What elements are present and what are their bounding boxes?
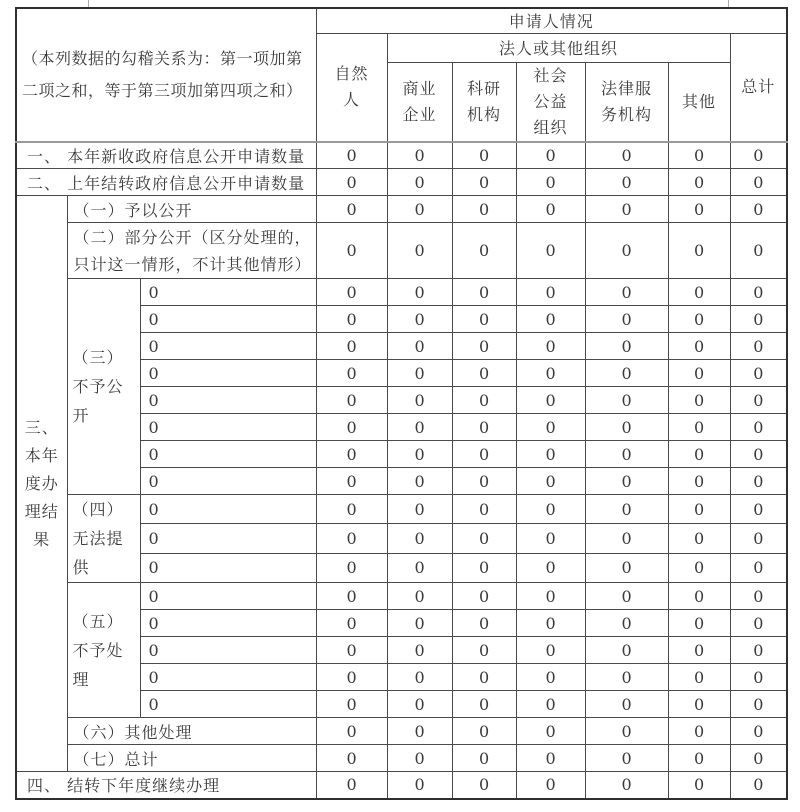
data-cell: 0 — [387, 637, 452, 664]
table-row — [16, 745, 787, 772]
data-cell: 0 — [585, 468, 668, 495]
col-header-label: 其他 — [682, 91, 717, 111]
table-row — [16, 279, 787, 306]
data-cell: 0 — [516, 360, 585, 387]
sub-row-label: 0 — [140, 306, 316, 333]
data-cell: 0 — [316, 691, 387, 718]
data-cell: 0 — [452, 223, 516, 279]
col-header-research — [452, 62, 516, 142]
data-cell: 0 — [387, 169, 452, 196]
data-cell: 0 — [668, 468, 730, 495]
data-cell: 0 — [668, 745, 730, 772]
section-label-text: 三、本年度办理结果 — [24, 417, 59, 549]
data-cell: 0 — [316, 360, 387, 387]
data-cell: 0 — [668, 223, 730, 279]
data-cell: 0 — [516, 745, 585, 772]
data-cell: 0 — [730, 223, 787, 279]
data-cell: 0 — [668, 360, 730, 387]
col-header-label: 总计 — [741, 77, 776, 96]
data-cell: 0 — [730, 306, 787, 333]
data-cell: 0 — [585, 583, 668, 610]
data-cell: 0 — [668, 306, 730, 333]
data-cell: 0 — [668, 495, 730, 524]
table-row — [16, 772, 787, 799]
data-cell: 0 — [730, 196, 787, 223]
data-cell: 0 — [316, 524, 387, 553]
data-cell: 0 — [585, 360, 668, 387]
data-cell: 0 — [452, 718, 516, 745]
data-cell: 0 — [516, 610, 585, 637]
data-cell: 0 — [387, 196, 452, 223]
data-cell: 0 — [387, 772, 452, 799]
data-cell: 0 — [585, 414, 668, 441]
data-cell: 0 — [452, 333, 516, 360]
data-cell: 0 — [516, 223, 585, 279]
data-cell: 0 — [316, 664, 387, 691]
sub-row-label: 0 — [140, 441, 316, 468]
section-label-annual-result — [16, 196, 67, 772]
col-header-commercial — [387, 62, 452, 142]
data-cell: 0 — [585, 306, 668, 333]
data-cell: 0 — [516, 333, 585, 360]
data-cell: 0 — [516, 169, 585, 196]
data-cell: 0 — [387, 414, 452, 441]
data-cell: 0 — [387, 583, 452, 610]
data-cell: 0 — [668, 637, 730, 664]
data-cell: 0 — [452, 360, 516, 387]
data-cell: 0 — [516, 468, 585, 495]
data-cell: 0 — [730, 279, 787, 306]
row-label: 二、 上年结转政府信息公开申请数量 — [16, 169, 316, 196]
data-cell: 0 — [668, 524, 730, 553]
data-cell: 0 — [730, 169, 787, 196]
data-cell: 0 — [316, 196, 387, 223]
data-cell: 0 — [585, 772, 668, 799]
data-cell: 0 — [316, 142, 387, 169]
data-cell: 0 — [585, 718, 668, 745]
sub-row-label: 0 — [140, 610, 316, 637]
sub-row-label: 0 — [140, 583, 316, 610]
data-cell: 0 — [452, 772, 516, 799]
data-cell: 0 — [730, 387, 787, 414]
data-cell: 0 — [668, 441, 730, 468]
data-cell: 0 — [585, 495, 668, 524]
sub-row-label: 0 — [140, 664, 316, 691]
col-header-label: 科研机构 — [467, 78, 502, 124]
data-cell: 0 — [668, 718, 730, 745]
data-cell: 0 — [516, 495, 585, 524]
header-row-1 — [16, 8, 787, 33]
section-label-unable-to-provide — [67, 495, 140, 583]
sub-row-label: 0 — [140, 333, 316, 360]
table-row — [16, 583, 787, 610]
data-cell: 0 — [387, 223, 452, 279]
data-cell: 0 — [316, 223, 387, 279]
data-cell: 0 — [585, 279, 668, 306]
col-header-label: 社会公益组织 — [533, 65, 568, 137]
data-cell: 0 — [387, 610, 452, 637]
data-cell: 0 — [730, 583, 787, 610]
data-cell: 0 — [316, 414, 387, 441]
data-cell: 0 — [387, 718, 452, 745]
sub-row-label: 0 — [140, 691, 316, 718]
data-cell: 0 — [668, 196, 730, 223]
data-cell: 0 — [316, 306, 387, 333]
sub-row-label: 0 — [140, 495, 316, 524]
row-label: 四、 结转下年度继续办理 — [16, 772, 316, 799]
data-cell: 0 — [516, 524, 585, 553]
data-cell: 0 — [316, 772, 387, 799]
data-cell: 0 — [668, 772, 730, 799]
table-note: （本列数据的勾稽关系为：第一项加第二项之和，等于第三项加第四项之和） — [16, 8, 316, 142]
data-cell: 0 — [668, 414, 730, 441]
row-label: （二）部分公开（区分处理的，只计这一情形，不计其他情形） — [67, 223, 316, 279]
section-label-not-processed — [67, 583, 140, 718]
data-cell: 0 — [668, 583, 730, 610]
data-cell: 0 — [452, 414, 516, 441]
sub-row-label: 0 — [140, 414, 316, 441]
data-cell: 0 — [516, 414, 585, 441]
sub-row-label: 0 — [140, 360, 316, 387]
col-header-total — [730, 33, 787, 142]
data-cell: 0 — [668, 691, 730, 718]
data-cell: 0 — [730, 691, 787, 718]
data-cell: 0 — [316, 610, 387, 637]
data-cell: 0 — [387, 664, 452, 691]
data-cell: 0 — [452, 142, 516, 169]
data-cell: 0 — [516, 637, 585, 664]
section-label-not-disclosed — [67, 279, 140, 495]
section-label-text: （五）不予处理 — [72, 611, 124, 689]
col-header-label: 商业企业 — [402, 78, 437, 124]
data-cell: 0 — [452, 196, 516, 223]
data-cell: 0 — [585, 610, 668, 637]
data-cell: 0 — [452, 495, 516, 524]
data-cell: 0 — [316, 441, 387, 468]
data-cell: 0 — [316, 637, 387, 664]
section-label-text: （三）不予公开 — [72, 348, 124, 425]
col-group-legal-org: 法人或其他组织 — [387, 33, 730, 62]
data-cell: 0 — [387, 468, 452, 495]
data-cell: 0 — [316, 169, 387, 196]
data-cell: 0 — [730, 637, 787, 664]
data-cell: 0 — [387, 142, 452, 169]
col-header-legal-service — [585, 62, 668, 142]
disclosure-applications-table — [15, 7, 788, 800]
data-cell: 0 — [387, 441, 452, 468]
data-cell: 0 — [452, 279, 516, 306]
data-cell: 0 — [730, 142, 787, 169]
data-cell: 0 — [730, 441, 787, 468]
data-cell: 0 — [585, 196, 668, 223]
data-cell: 0 — [730, 524, 787, 553]
data-cell: 0 — [387, 524, 452, 553]
data-cell: 0 — [668, 279, 730, 306]
table-row — [16, 169, 787, 196]
data-cell: 0 — [452, 524, 516, 553]
data-cell: 0 — [585, 387, 668, 414]
data-cell: 0 — [387, 306, 452, 333]
data-cell: 0 — [730, 745, 787, 772]
data-cell: 0 — [452, 691, 516, 718]
data-cell: 0 — [668, 553, 730, 582]
data-cell: 0 — [316, 495, 387, 524]
data-cell: 0 — [387, 387, 452, 414]
data-cell: 0 — [452, 169, 516, 196]
col-header-other — [668, 62, 730, 142]
data-cell: 0 — [316, 333, 387, 360]
data-cell: 0 — [668, 664, 730, 691]
table-row — [16, 196, 787, 223]
data-cell: 0 — [516, 718, 585, 745]
data-cell: 0 — [516, 279, 585, 306]
data-cell: 0 — [668, 387, 730, 414]
data-cell: 0 — [316, 387, 387, 414]
data-cell: 0 — [730, 360, 787, 387]
data-cell: 0 — [387, 553, 452, 582]
col-header-label: 法律服务机构 — [601, 78, 653, 124]
data-cell: 0 — [387, 691, 452, 718]
row-label: （六）其他处理 — [67, 718, 316, 745]
data-cell: 0 — [516, 142, 585, 169]
data-cell: 0 — [387, 745, 452, 772]
sub-row-label: 0 — [140, 387, 316, 414]
data-cell: 0 — [730, 495, 787, 524]
table-row — [16, 495, 787, 524]
data-cell: 0 — [316, 718, 387, 745]
data-cell: 0 — [585, 441, 668, 468]
data-cell: 0 — [730, 468, 787, 495]
sub-row-label: 0 — [140, 524, 316, 553]
data-cell: 0 — [516, 387, 585, 414]
data-cell: 0 — [730, 772, 787, 799]
data-cell: 0 — [585, 142, 668, 169]
col-group-applicant: 申请人情况 — [316, 8, 787, 33]
data-cell: 0 — [730, 664, 787, 691]
table-row — [16, 142, 787, 169]
table-row — [16, 223, 787, 279]
sub-row-label: 0 — [140, 637, 316, 664]
data-cell: 0 — [668, 610, 730, 637]
data-cell: 0 — [730, 333, 787, 360]
sub-row-label: 0 — [140, 468, 316, 495]
data-cell: 0 — [516, 553, 585, 582]
data-cell: 0 — [516, 196, 585, 223]
data-cell: 0 — [452, 664, 516, 691]
data-cell: 0 — [585, 637, 668, 664]
data-cell: 0 — [387, 495, 452, 524]
col-header-natural-person — [316, 33, 387, 142]
sub-row-label: 0 — [140, 279, 316, 306]
data-cell: 0 — [316, 583, 387, 610]
data-cell: 0 — [452, 306, 516, 333]
row-label: 一、 本年新收政府信息公开申请数量 — [16, 142, 316, 169]
data-cell: 0 — [730, 553, 787, 582]
sub-row-label: 0 — [140, 553, 316, 582]
data-cell: 0 — [316, 745, 387, 772]
data-cell: 0 — [585, 664, 668, 691]
data-cell: 0 — [452, 583, 516, 610]
data-cell: 0 — [452, 441, 516, 468]
data-cell: 0 — [585, 691, 668, 718]
data-cell: 0 — [585, 553, 668, 582]
table-row — [16, 718, 787, 745]
data-cell: 0 — [452, 637, 516, 664]
data-cell: 0 — [585, 169, 668, 196]
col-header-social-welfare — [516, 62, 585, 142]
col-header-label: 自然人 — [334, 64, 369, 109]
data-cell: 0 — [516, 583, 585, 610]
data-cell: 0 — [516, 691, 585, 718]
data-cell: 0 — [452, 553, 516, 582]
row-label: （一）予以公开 — [67, 196, 316, 223]
data-cell: 0 — [516, 664, 585, 691]
row-label: （七）总计 — [67, 745, 316, 772]
section-label-text: （四）无法提供 — [72, 500, 124, 577]
data-cell: 0 — [585, 333, 668, 360]
data-cell: 0 — [668, 333, 730, 360]
data-cell: 0 — [668, 142, 730, 169]
data-cell: 0 — [387, 279, 452, 306]
data-cell: 0 — [585, 745, 668, 772]
data-cell: 0 — [516, 306, 585, 333]
data-cell: 0 — [730, 610, 787, 637]
data-cell: 0 — [585, 223, 668, 279]
data-cell: 0 — [316, 553, 387, 582]
data-cell: 0 — [452, 387, 516, 414]
data-cell: 0 — [730, 414, 787, 441]
data-cell: 0 — [585, 524, 668, 553]
data-cell: 0 — [452, 468, 516, 495]
data-cell: 0 — [668, 169, 730, 196]
data-cell: 0 — [387, 333, 452, 360]
data-cell: 0 — [730, 718, 787, 745]
data-cell: 0 — [452, 745, 516, 772]
data-cell: 0 — [516, 441, 585, 468]
data-cell: 0 — [387, 360, 452, 387]
data-cell: 0 — [452, 610, 516, 637]
data-cell: 0 — [516, 772, 585, 799]
data-cell: 0 — [316, 468, 387, 495]
data-cell: 0 — [316, 279, 387, 306]
